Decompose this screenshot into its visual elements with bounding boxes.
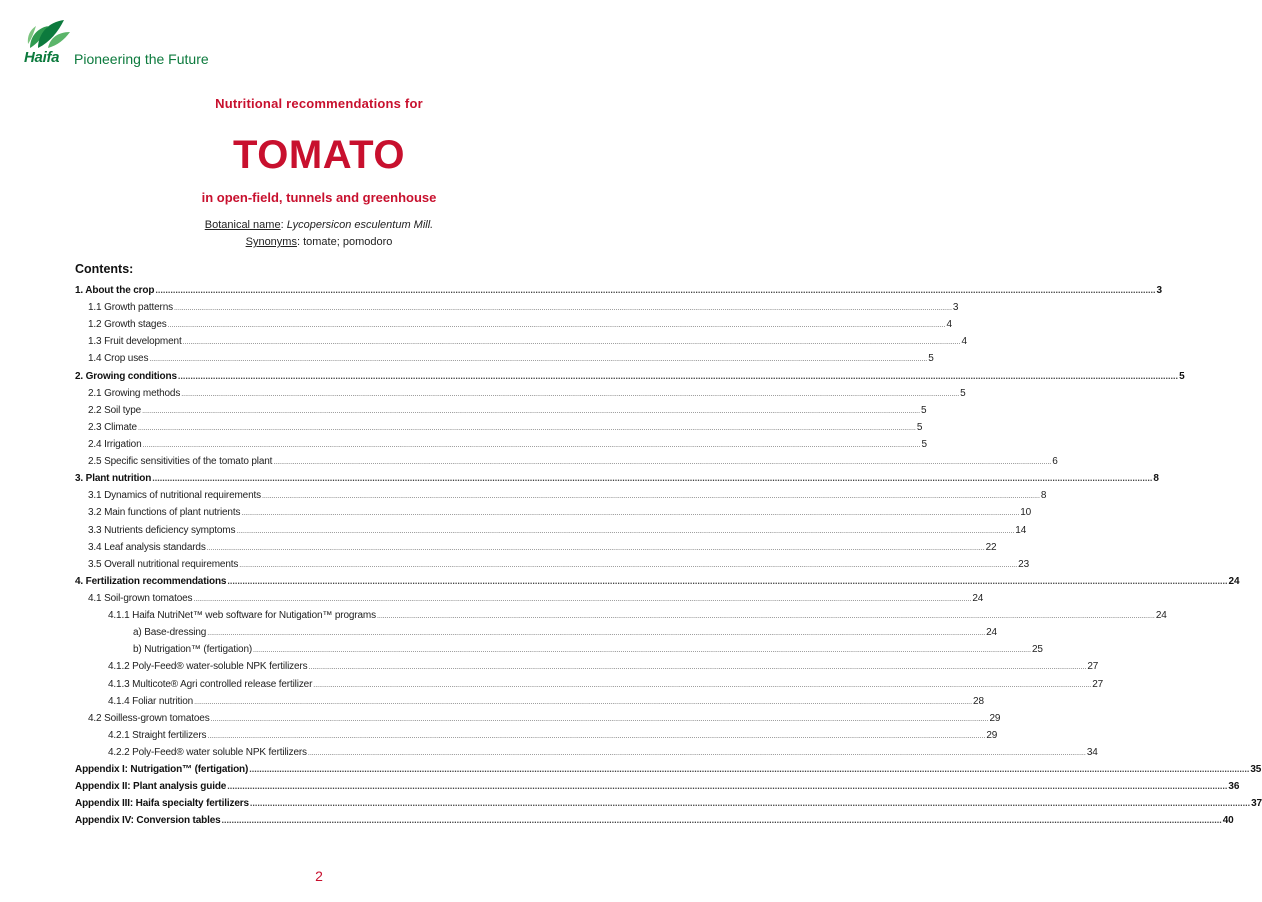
toc-entry-title: 4.1 Soil-grown tomatoes	[88, 592, 193, 604]
toc-entry-title: 1.3 Fruit development	[88, 336, 182, 348]
contents-heading: Contents:	[75, 262, 134, 276]
toc-dot-leader: ................................................................................................................................................................................................................................................................................................................................................................................................................	[253, 647, 1031, 655]
toc-entry-page: 10	[1020, 507, 1032, 519]
toc-entry-page: 5	[921, 438, 927, 450]
toc-dot-leader: ................................................................................................................................................................................................................................................................................................................................................................................................................	[221, 815, 1222, 826]
toc-entry-page: 5	[1179, 370, 1185, 382]
toc-entry-title: 4.2 Soilless-grown tomatoes	[88, 712, 210, 724]
toc-entry-title: 3.5 Overall nutritional requirements	[88, 558, 239, 570]
toc-entry-title: 2.4 Irrigation	[88, 438, 142, 450]
toc-entry-page: 37	[1251, 798, 1262, 810]
toc-entry-page: 5	[928, 353, 934, 365]
toc-entry-page: 3	[1156, 285, 1162, 296]
toc-entry-title: 2.2 Soil type	[88, 404, 142, 416]
toc-dot-leader: ................................................................................................................................................................................................................................................................................................................................................................................................................	[227, 575, 1228, 586]
toc-dot-leader: ................................................................................................................................................................................................................................................................................................................................................................................................................	[249, 798, 1251, 809]
toc-entry-title: 4.1.4 Foliar nutrition	[108, 695, 194, 707]
toc-entry	[75, 539, 997, 556]
toc-entry	[75, 385, 966, 402]
botanical-name-line: Botanical name: Lycopersicon esculentum Mill.	[204, 219, 434, 231]
botanical-name-label: Botanical name	[204, 219, 281, 231]
toc-entry-title: 4.1.3 Multicote® Agri controlled release fertilizer	[108, 678, 313, 690]
synonyms-value: tomate; pomodoro	[303, 236, 393, 248]
toc-entry	[75, 744, 1098, 761]
toc-dot-leader: ................................................................................................................................................................................................................................................................................................................................................................................................................	[177, 370, 1179, 381]
toc-entry-page: 24	[986, 627, 997, 639]
toc-dot-leader: ................................................................................................................................................................................................................................................................................................................................................................................................................	[307, 749, 1086, 757]
toc-entry-page: 24	[1155, 610, 1167, 622]
toc-entry-title: Appendix I: Nutrigation™ (fertigation)	[75, 764, 249, 776]
toc-entry	[75, 522, 1027, 539]
toc-entry-page: 6	[1052, 456, 1058, 468]
toc-entry	[75, 333, 967, 350]
growing-scope: in open-field, tunnels and greenhouse	[201, 190, 437, 205]
toc-dot-leader: ................................................................................................................................................................................................................................................................................................................................................................................................................	[207, 732, 986, 740]
toc-dot-leader: ................................................................................................................................................................................................................................................................................................................................................................................................................	[142, 407, 921, 415]
toc-entry-title: 3.3 Nutrients deficiency symptoms	[88, 524, 236, 536]
synonyms-line: Synonyms: tomate; pomodoro	[245, 236, 393, 248]
toc-entry-page: 14	[1015, 524, 1027, 536]
toc-dot-leader: ................................................................................................................................................................................................................................................................................................................................................................................................................	[142, 441, 921, 449]
toc-entry	[75, 419, 923, 436]
table-of-contents	[75, 282, 1262, 830]
toc-entry	[75, 504, 1032, 521]
toc-dot-leader: ................................................................................................................................................................................................................................................................................................................................................................................................................	[155, 285, 1156, 295]
toc-entry-title: 4.1.1 Haifa NutriNet™ web software for Nutigation™ programs	[108, 610, 376, 622]
toc-dot-leader: ................................................................................................................................................................................................................................................................................................................................................................................................................	[173, 305, 952, 313]
toc-entry-title: a) Base-dressing	[133, 627, 207, 639]
toc-entry	[75, 436, 927, 453]
toc-entry-title: Appendix IV: Conversion tables	[75, 815, 221, 827]
toc-dot-leader: ................................................................................................................................................................................................................................................................................................................................................................................................................	[308, 664, 1087, 672]
toc-entry-title: Appendix III: Haifa specialty fertilizers	[75, 798, 249, 810]
toc-entry-page: 8	[1040, 490, 1047, 502]
toc-entry-page: 22	[985, 541, 997, 553]
toc-entry	[75, 350, 934, 367]
toc-entry-page: 28	[973, 695, 984, 707]
botanical-name-value: Lycopersicon esculentum Mill.	[286, 219, 434, 231]
brand-name: Haifa	[24, 49, 60, 66]
toc-entry-page: 25	[1031, 644, 1043, 656]
toc-entry	[75, 710, 1001, 727]
toc-entry-title: 1.2 Growth stages	[88, 319, 167, 331]
subtitle: Nutritional recommendations for	[215, 96, 423, 111]
toc-entry-page: 34	[1086, 746, 1098, 758]
toc-dot-leader: ................................................................................................................................................................................................................................................................................................................................................................................................................	[236, 527, 1015, 535]
leaves-icon	[24, 14, 72, 54]
toc-dot-leader: ................................................................................................................................................................................................................................................................................................................................................................................................................	[313, 681, 1092, 689]
toc-entry-title: 1.4 Crop uses	[88, 353, 149, 365]
toc-entry-page: 24	[1228, 575, 1240, 587]
toc-entry-title: b) Nutrigation™ (fertigation)	[133, 644, 253, 656]
toc-dot-leader: ................................................................................................................................................................................................................................................................................................................................................................................................................	[227, 781, 1228, 792]
toc-entry-title: 1. About the crop	[75, 285, 155, 296]
toc-entry-page: 5	[916, 421, 923, 433]
toc-entry	[75, 727, 998, 744]
toc-entry-page: 4	[946, 319, 952, 331]
toc-entry	[75, 470, 1159, 487]
toc-entry-page: 4	[961, 336, 967, 348]
toc-entry-title: Appendix II: Plant analysis guide	[75, 781, 227, 793]
toc-entry	[75, 761, 1262, 778]
toc-dot-leader: ................................................................................................................................................................................................................................................................................................................................................................................................................	[194, 698, 973, 706]
toc-entry-page: 27	[1092, 678, 1104, 690]
toc-dot-leader: ................................................................................................................................................................................................................................................................................................................................................................................................................	[181, 390, 960, 398]
toc-entry	[75, 607, 1167, 624]
toc-entry-title: 3.4 Leaf analysis standards	[88, 541, 206, 553]
toc-entry-page: 5	[960, 387, 966, 399]
toc-entry-page: 29	[986, 729, 998, 741]
toc-entry-title: 4.2.1 Straight fertilizers	[108, 729, 207, 741]
toc-entry-title: 2.1 Growing methods	[88, 387, 181, 399]
toc-entry-page: 5	[921, 404, 927, 416]
toc-entry	[75, 556, 1029, 573]
toc-entry	[75, 641, 1043, 658]
brand-tagline: Pioneering the Future	[74, 51, 209, 67]
toc-entry-page: 29	[989, 712, 1001, 724]
toc-entry	[75, 299, 959, 316]
toc-entry-title: 2.5 Specific sensitivities of the tomato plant	[88, 456, 273, 468]
toc-dot-leader: ................................................................................................................................................................................................................................................................................................................................................................................................................	[210, 715, 989, 723]
toc-dot-leader: ................................................................................................................................................................................................................................................................................................................................................................................................................	[182, 339, 961, 347]
crop-title: TOMATO	[233, 133, 405, 177]
toc-dot-leader: ................................................................................................................................................................................................................................................................................................................................................................................................................	[167, 322, 946, 330]
toc-entry-page: 36	[1228, 781, 1240, 793]
toc-entry-page: 24	[972, 592, 984, 604]
toc-entry	[75, 573, 1240, 590]
toc-entry-page: 23	[1018, 558, 1029, 570]
toc-entry-page: 8	[1153, 473, 1159, 485]
toc-dot-leader: ................................................................................................................................................................................................................................................................................................................................................................................................................	[149, 356, 928, 364]
toc-entry	[75, 658, 1099, 675]
toc-dot-leader: ................................................................................................................................................................................................................................................................................................................................................................................................................	[207, 630, 986, 638]
toc-entry	[75, 795, 1262, 812]
toc-entry-title: 2. Growing conditions	[75, 370, 177, 382]
toc-entry	[75, 453, 1058, 470]
toc-entry-page: 3	[952, 302, 959, 314]
toc-entry	[75, 676, 1104, 693]
toc-entry-title: 4. Fertilization recommendations	[75, 575, 227, 587]
toc-entry	[75, 368, 1185, 385]
toc-dot-leader: ................................................................................................................................................................................................................................................................................................................................................................................................................	[137, 424, 916, 432]
toc-dot-leader: ................................................................................................................................................................................................................................................................................................................................................................................................................	[152, 473, 1153, 484]
toc-entry-page: 40	[1222, 815, 1234, 827]
toc-dot-leader: ................................................................................................................................................................................................................................................................................................................................................................................................................	[241, 510, 1020, 518]
toc-entry-page: 27	[1087, 661, 1099, 673]
toc-dot-leader: ................................................................................................................................................................................................................................................................................................................................................................................................................	[261, 493, 1040, 501]
toc-entry-title: 3. Plant nutrition	[75, 473, 152, 485]
toc-entry-title: 1.1 Growth patterns	[88, 302, 173, 314]
toc-dot-leader: ................................................................................................................................................................................................................................................................................................................................................................................................................	[273, 459, 1052, 467]
toc-entry	[75, 487, 1047, 504]
toc-dot-leader: ................................................................................................................................................................................................................................................................................................................................................................................................................	[376, 613, 1155, 621]
toc-entry	[75, 282, 1162, 299]
toc-entry-title: 3.2 Main functions of plant nutrients	[88, 507, 241, 519]
toc-entry	[75, 402, 927, 419]
toc-entry-title: 4.1.2 Poly-Feed® water-soluble NPK fertilizers	[108, 661, 308, 673]
toc-dot-leader: ................................................................................................................................................................................................................................................................................................................................................................................................................	[239, 561, 1018, 569]
toc-dot-leader: ................................................................................................................................................................................................................................................................................................................................................................................................................	[206, 544, 985, 552]
page-number: 2	[315, 868, 323, 884]
toc-entry	[75, 624, 997, 641]
toc-entry	[75, 812, 1234, 829]
toc-entry	[75, 590, 984, 607]
synonyms-label: Synonyms	[245, 236, 297, 248]
toc-entry	[75, 316, 952, 333]
toc-dot-leader: ................................................................................................................................................................................................................................................................................................................................................................................................................	[193, 595, 972, 603]
toc-entry-page: 35	[1250, 764, 1262, 776]
toc-entry-title: 3.1 Dynamics of nutritional requirements	[88, 490, 261, 502]
toc-dot-leader: ................................................................................................................................................................................................................................................................................................................................................................................................................	[249, 764, 1250, 775]
toc-entry-title: 4.2.2 Poly-Feed® water soluble NPK fertilizers	[108, 746, 307, 758]
toc-entry-title: 2.3 Climate	[88, 421, 137, 433]
toc-entry	[75, 778, 1240, 795]
toc-entry	[75, 693, 984, 710]
